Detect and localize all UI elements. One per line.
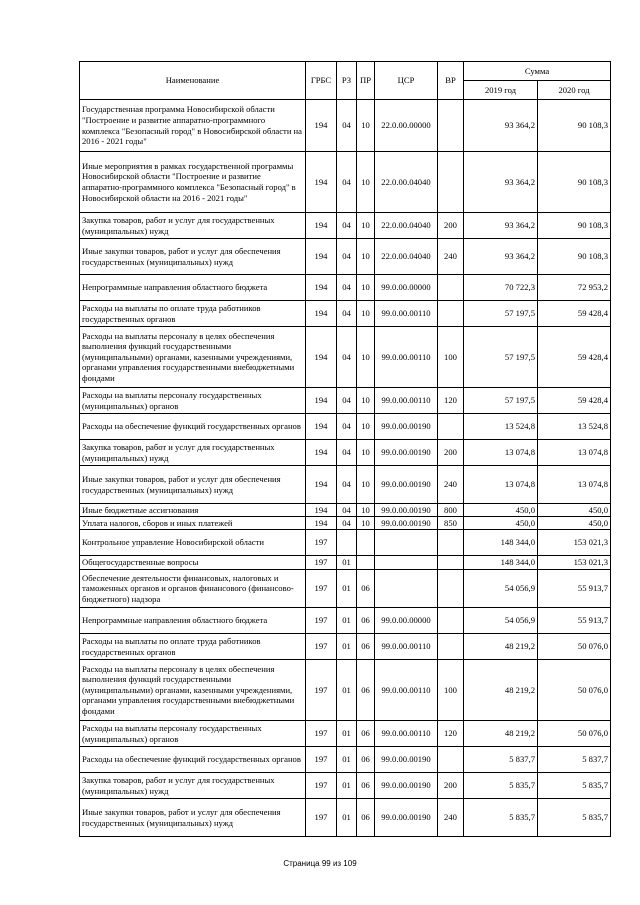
table-row bbox=[80, 152, 611, 213]
row-2019-amount: 48 219,2 bbox=[464, 634, 538, 660]
page-number: Страница 99 из 109 bbox=[283, 859, 357, 868]
table-row bbox=[80, 556, 611, 570]
row-2020-amount: 59 428,4 bbox=[538, 388, 611, 414]
table-row bbox=[80, 466, 611, 504]
row-2020-amount: 90 108,3 bbox=[538, 239, 611, 275]
row-rz-cell: 04 bbox=[337, 517, 357, 530]
row-rz-cell: 01 bbox=[337, 608, 357, 634]
row-csr-cell: 22.0.00.04040 bbox=[375, 239, 438, 275]
row-vr-cell: 200 bbox=[438, 773, 464, 799]
row-vr-cell: 240 bbox=[438, 799, 464, 837]
table-row bbox=[80, 100, 611, 152]
table-row bbox=[80, 213, 611, 239]
row-pr-cell: 06 bbox=[357, 634, 375, 660]
row-pr-cell: 10 bbox=[357, 517, 375, 530]
row-2019-amount: 5 837,7 bbox=[464, 747, 538, 773]
row-2020-amount: 50 076,0 bbox=[538, 660, 611, 721]
table-row bbox=[80, 799, 611, 837]
row-grbs-cell: 197 bbox=[306, 773, 337, 799]
row-csr-cell: 99.0.00.00190 bbox=[375, 414, 438, 440]
row-2019-amount: 5 835,7 bbox=[464, 799, 538, 837]
row-2020-amount: 153 021,3 bbox=[538, 556, 611, 570]
row-pr-cell bbox=[357, 530, 375, 556]
row-2020-amount: 59 428,4 bbox=[538, 327, 611, 388]
row-pr-cell: 10 bbox=[357, 440, 375, 466]
header-name: Наименование bbox=[80, 62, 306, 100]
row-grbs-cell: 197 bbox=[306, 721, 337, 747]
table-row bbox=[80, 570, 611, 608]
row-rz-cell: 04 bbox=[337, 301, 357, 327]
row-csr-cell bbox=[375, 556, 438, 570]
row-name-cell: Иные мероприятия в рамках государственной программы Новосибирской области "Построение и развитие аппаратно-программного комплекса "Безопасный город" в Новосибирской области на 2016 - 2021 годы" bbox=[80, 152, 306, 213]
row-rz-cell: 04 bbox=[337, 466, 357, 504]
row-rz-cell: 01 bbox=[337, 660, 357, 721]
row-pr-cell: 10 bbox=[357, 504, 375, 517]
row-2019-amount: 57 197,5 bbox=[464, 327, 538, 388]
row-name-cell: Обеспечение деятельности финансовых, налоговых и таможенных органов и органов финансового (финансово-бюджетного) надзора bbox=[80, 570, 306, 608]
row-pr-cell: 06 bbox=[357, 799, 375, 837]
row-2019-amount: 57 197,5 bbox=[464, 301, 538, 327]
row-2020-amount: 13 524,8 bbox=[538, 414, 611, 440]
row-pr-cell: 10 bbox=[357, 414, 375, 440]
row-pr-cell: 10 bbox=[357, 327, 375, 388]
row-name-cell: Иные бюджетные ассигнования bbox=[80, 504, 306, 517]
row-2020-amount: 90 108,3 bbox=[538, 100, 611, 152]
row-csr-cell: 22.0.00.04040 bbox=[375, 152, 438, 213]
row-grbs-cell: 194 bbox=[306, 152, 337, 213]
row-name-cell: Расходы на выплаты по оплате труда работников государственных органов bbox=[80, 634, 306, 660]
row-grbs-cell: 197 bbox=[306, 530, 337, 556]
table-row bbox=[80, 634, 611, 660]
row-2020-amount: 450,0 bbox=[538, 504, 611, 517]
row-csr-cell: 99.0.00.00190 bbox=[375, 440, 438, 466]
row-vr-cell bbox=[438, 100, 464, 152]
row-name-cell: Непрограммные направления областного бюджета bbox=[80, 275, 306, 301]
row-rz-cell: 04 bbox=[337, 440, 357, 466]
row-grbs-cell: 194 bbox=[306, 388, 337, 414]
row-pr-cell: 06 bbox=[357, 570, 375, 608]
row-csr-cell: 99.0.00.00190 bbox=[375, 466, 438, 504]
row-grbs-cell: 197 bbox=[306, 634, 337, 660]
row-vr-cell bbox=[438, 152, 464, 213]
row-vr-cell: 200 bbox=[438, 213, 464, 239]
row-2020-amount: 59 428,4 bbox=[538, 301, 611, 327]
row-grbs-cell: 194 bbox=[306, 466, 337, 504]
row-grbs-cell: 194 bbox=[306, 100, 337, 152]
row-csr-cell: 99.0.00.00190 bbox=[375, 747, 438, 773]
row-2019-amount: 54 056,9 bbox=[464, 608, 538, 634]
table-body bbox=[80, 100, 611, 837]
row-2019-amount: 148 344,0 bbox=[464, 556, 538, 570]
row-2019-amount: 148 344,0 bbox=[464, 530, 538, 556]
table-row bbox=[80, 504, 611, 517]
table-row bbox=[80, 517, 611, 530]
row-vr-cell bbox=[438, 747, 464, 773]
row-rz-cell: 04 bbox=[337, 504, 357, 517]
header-rz: РЗ bbox=[337, 62, 357, 100]
row-rz-cell: 01 bbox=[337, 570, 357, 608]
row-2020-amount: 450,0 bbox=[538, 517, 611, 530]
table-row bbox=[80, 239, 611, 275]
row-2019-amount: 93 364,2 bbox=[464, 213, 538, 239]
row-grbs-cell: 197 bbox=[306, 747, 337, 773]
row-csr-cell: 99.0.00.00000 bbox=[375, 275, 438, 301]
row-grbs-cell: 194 bbox=[306, 239, 337, 275]
row-name-cell: Расходы на выплаты персоналу в целях обеспечения выполнения функций государственными (муниципальными) органами, казенными учреждениями, органами управления государственными внебюджетными фондами bbox=[80, 660, 306, 721]
row-name-cell: Расходы на выплаты по оплате труда работников государственных органов bbox=[80, 301, 306, 327]
row-rz-cell: 04 bbox=[337, 414, 357, 440]
row-vr-cell: 850 bbox=[438, 517, 464, 530]
row-2020-amount: 5 837,7 bbox=[538, 747, 611, 773]
row-csr-cell: 99.0.00.00190 bbox=[375, 799, 438, 837]
row-csr-cell: 99.0.00.00110 bbox=[375, 301, 438, 327]
row-grbs-cell: 194 bbox=[306, 440, 337, 466]
row-pr-cell: 10 bbox=[357, 466, 375, 504]
row-pr-cell: 06 bbox=[357, 721, 375, 747]
row-name-cell: Расходы на обеспечение функций государственных органов bbox=[80, 747, 306, 773]
row-name-cell: Закупка товаров, работ и услуг для государственных (муниципальных) нужд bbox=[80, 213, 306, 239]
table-row bbox=[80, 327, 611, 388]
row-csr-cell bbox=[375, 570, 438, 608]
row-pr-cell bbox=[357, 556, 375, 570]
row-name-cell: Общегосударственные вопросы bbox=[80, 556, 306, 570]
row-vr-cell: 120 bbox=[438, 388, 464, 414]
row-2020-amount: 50 076,0 bbox=[538, 634, 611, 660]
row-vr-cell: 100 bbox=[438, 660, 464, 721]
row-pr-cell: 10 bbox=[357, 213, 375, 239]
budget-table bbox=[79, 61, 611, 837]
row-rz-cell: 01 bbox=[337, 747, 357, 773]
header-pr: ПР bbox=[357, 62, 375, 100]
table-row bbox=[80, 388, 611, 414]
row-pr-cell: 10 bbox=[357, 388, 375, 414]
row-2019-amount: 13 074,8 bbox=[464, 466, 538, 504]
header-year-2019: 2019 год bbox=[464, 81, 538, 100]
row-name-cell: Расходы на выплаты персоналу в целях обеспечения выполнения функций государственными (муниципальными) органами, казенными учреждениями, органами управления государственными внебюджетными фондами bbox=[80, 327, 306, 388]
row-vr-cell: 120 bbox=[438, 721, 464, 747]
table-row bbox=[80, 275, 611, 301]
row-pr-cell: 10 bbox=[357, 100, 375, 152]
row-2019-amount: 93 364,2 bbox=[464, 239, 538, 275]
row-2019-amount: 13 074,8 bbox=[464, 440, 538, 466]
row-2019-amount: 5 835,7 bbox=[464, 773, 538, 799]
row-2020-amount: 55 913,7 bbox=[538, 570, 611, 608]
row-vr-cell: 100 bbox=[438, 327, 464, 388]
row-2019-amount: 48 219,2 bbox=[464, 721, 538, 747]
table-row bbox=[80, 530, 611, 556]
row-pr-cell: 10 bbox=[357, 275, 375, 301]
table-row bbox=[80, 773, 611, 799]
row-2019-amount: 13 524,8 bbox=[464, 414, 538, 440]
row-rz-cell: 04 bbox=[337, 327, 357, 388]
row-vr-cell bbox=[438, 275, 464, 301]
row-rz-cell: 01 bbox=[337, 556, 357, 570]
table-row bbox=[80, 301, 611, 327]
header-grbs: ГРБС bbox=[306, 62, 337, 100]
row-2020-amount: 50 076,0 bbox=[538, 721, 611, 747]
row-csr-cell: 22.0.00.04040 bbox=[375, 213, 438, 239]
table-row bbox=[80, 660, 611, 721]
row-pr-cell: 06 bbox=[357, 608, 375, 634]
row-rz-cell: 01 bbox=[337, 799, 357, 837]
row-2019-amount: 93 364,2 bbox=[464, 100, 538, 152]
row-grbs-cell: 197 bbox=[306, 556, 337, 570]
row-rz-cell bbox=[337, 530, 357, 556]
header-csr: ЦСР bbox=[375, 62, 438, 100]
row-grbs-cell: 197 bbox=[306, 608, 337, 634]
table-row bbox=[80, 721, 611, 747]
row-rz-cell: 04 bbox=[337, 388, 357, 414]
row-name-cell: Непрограммные направления областного бюджета bbox=[80, 608, 306, 634]
row-rz-cell: 01 bbox=[337, 721, 357, 747]
row-name-cell: Контрольное управление Новосибирской области bbox=[80, 530, 306, 556]
row-grbs-cell: 194 bbox=[306, 517, 337, 530]
row-csr-cell: 22.0.00.00000 bbox=[375, 100, 438, 152]
row-grbs-cell: 194 bbox=[306, 327, 337, 388]
row-pr-cell: 06 bbox=[357, 773, 375, 799]
row-grbs-cell: 194 bbox=[306, 414, 337, 440]
row-vr-cell: 800 bbox=[438, 504, 464, 517]
row-grbs-cell: 194 bbox=[306, 213, 337, 239]
row-vr-cell: 200 bbox=[438, 440, 464, 466]
row-vr-cell: 240 bbox=[438, 239, 464, 275]
row-name-cell: Иные закупки товаров, работ и услуг для обеспечения государственных (муниципальных) нужд bbox=[80, 466, 306, 504]
table-row bbox=[80, 414, 611, 440]
row-2019-amount: 450,0 bbox=[464, 504, 538, 517]
row-pr-cell: 10 bbox=[357, 239, 375, 275]
row-pr-cell: 06 bbox=[357, 747, 375, 773]
row-csr-cell: 99.0.00.00110 bbox=[375, 660, 438, 721]
row-2019-amount: 48 219,2 bbox=[464, 660, 538, 721]
row-grbs-cell: 197 bbox=[306, 660, 337, 721]
row-2019-amount: 93 364,2 bbox=[464, 152, 538, 213]
header-year-2020: 2020 год bbox=[538, 81, 611, 100]
row-name-cell: Иные закупки товаров, работ и услуг для обеспечения государственных (муниципальных) нужд bbox=[80, 799, 306, 837]
row-grbs-cell: 197 bbox=[306, 570, 337, 608]
row-pr-cell: 10 bbox=[357, 152, 375, 213]
row-csr-cell bbox=[375, 530, 438, 556]
row-vr-cell bbox=[438, 301, 464, 327]
row-vr-cell bbox=[438, 608, 464, 634]
header-sum: Сумма bbox=[464, 62, 611, 81]
row-2019-amount: 57 197,5 bbox=[464, 388, 538, 414]
row-rz-cell: 01 bbox=[337, 773, 357, 799]
row-2019-amount: 70 722,3 bbox=[464, 275, 538, 301]
row-csr-cell: 99.0.00.00190 bbox=[375, 517, 438, 530]
row-csr-cell: 99.0.00.00110 bbox=[375, 634, 438, 660]
row-2020-amount: 5 835,7 bbox=[538, 773, 611, 799]
row-grbs-cell: 197 bbox=[306, 799, 337, 837]
row-2020-amount: 90 108,3 bbox=[538, 152, 611, 213]
row-csr-cell: 99.0.00.00190 bbox=[375, 504, 438, 517]
row-name-cell: Закупка товаров, работ и услуг для государственных (муниципальных) нужд bbox=[80, 773, 306, 799]
row-2019-amount: 54 056,9 bbox=[464, 570, 538, 608]
row-rz-cell: 04 bbox=[337, 239, 357, 275]
row-vr-cell bbox=[438, 414, 464, 440]
row-rz-cell: 04 bbox=[337, 213, 357, 239]
row-vr-cell: 240 bbox=[438, 466, 464, 504]
row-2020-amount: 55 913,7 bbox=[538, 608, 611, 634]
row-csr-cell: 99.0.00.00110 bbox=[375, 327, 438, 388]
row-name-cell: Закупка товаров, работ и услуг для государственных (муниципальных) нужд bbox=[80, 440, 306, 466]
row-vr-cell bbox=[438, 570, 464, 608]
row-name-cell: Уплата налогов, сборов и иных платежей bbox=[80, 517, 306, 530]
row-2019-amount: 450,0 bbox=[464, 517, 538, 530]
row-grbs-cell: 194 bbox=[306, 504, 337, 517]
row-name-cell: Иные закупки товаров, работ и услуг для обеспечения государственных (муниципальных) нужд bbox=[80, 239, 306, 275]
row-rz-cell: 01 bbox=[337, 634, 357, 660]
row-2020-amount: 72 953,2 bbox=[538, 275, 611, 301]
row-name-cell: Расходы на выплаты персоналу государственных (муниципальных) органов bbox=[80, 388, 306, 414]
row-2020-amount: 5 835,7 bbox=[538, 799, 611, 837]
row-vr-cell bbox=[438, 634, 464, 660]
row-csr-cell: 99.0.00.00190 bbox=[375, 773, 438, 799]
row-name-cell: Расходы на обеспечение функций государственных органов bbox=[80, 414, 306, 440]
row-2020-amount: 90 108,3 bbox=[538, 213, 611, 239]
row-grbs-cell: 194 bbox=[306, 275, 337, 301]
row-csr-cell: 99.0.00.00110 bbox=[375, 721, 438, 747]
row-grbs-cell: 194 bbox=[306, 301, 337, 327]
row-pr-cell: 06 bbox=[357, 660, 375, 721]
row-2020-amount: 13 074,8 bbox=[538, 466, 611, 504]
table-row bbox=[80, 440, 611, 466]
row-name-cell: Государственная программа Новосибирской области "Построение и развитие аппаратно-программного комплекса "Безопасный город" в Новосибирской области на 2016 - 2021 годы" bbox=[80, 100, 306, 152]
row-rz-cell: 04 bbox=[337, 100, 357, 152]
row-2020-amount: 13 074,8 bbox=[538, 440, 611, 466]
row-csr-cell: 99.0.00.00110 bbox=[375, 388, 438, 414]
row-csr-cell: 99.0.00.00000 bbox=[375, 608, 438, 634]
row-name-cell: Расходы на выплаты персоналу государственных (муниципальных) органов bbox=[80, 721, 306, 747]
row-pr-cell: 10 bbox=[357, 301, 375, 327]
row-2020-amount: 153 021,3 bbox=[538, 530, 611, 556]
table-row bbox=[80, 747, 611, 773]
table-row bbox=[80, 608, 611, 634]
row-vr-cell bbox=[438, 530, 464, 556]
row-rz-cell: 04 bbox=[337, 152, 357, 213]
row-rz-cell: 04 bbox=[337, 275, 357, 301]
header-vr: ВР bbox=[438, 62, 464, 100]
row-vr-cell bbox=[438, 556, 464, 570]
